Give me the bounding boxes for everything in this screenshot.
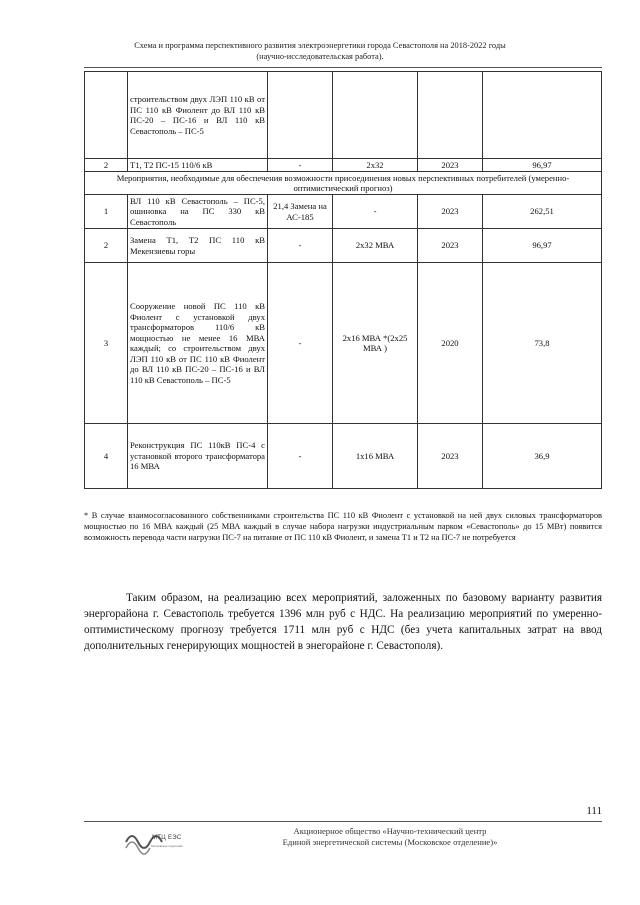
transformer-power: 2х32 <box>333 159 418 172</box>
measure-name: Реконструкция ПС 110кВ ПС-4 с установкой второго трансформатора 16 МВА <box>128 424 268 489</box>
row-number: 4 <box>85 424 128 489</box>
row-number: 2 <box>85 159 128 172</box>
table-row <box>85 195 602 229</box>
measure-name: Т1, Т2 ПС-15 110/6 кВ <box>128 159 268 172</box>
header-divider <box>84 67 602 68</box>
commission-year: 2023 <box>418 424 483 489</box>
table-row <box>85 229 602 263</box>
cost-value: 73,8 <box>483 263 602 424</box>
transformer-power: 1х16 МВА <box>333 424 418 489</box>
commission-year: 2023 <box>418 195 483 229</box>
cost-value: 262,51 <box>483 195 602 229</box>
page-number: 111 <box>586 805 602 817</box>
cost-value: 36,9 <box>483 424 602 489</box>
table-row <box>85 263 602 424</box>
organization-line-2: Единой энергетической системы (Московское отделение)» <box>282 837 498 847</box>
cost-value: 96,97 <box>483 229 602 263</box>
header-title: Схема и программа перспективного развития электроэнергетики города Севастополя на 2018-2022 годы <box>134 41 506 50</box>
commission-year: 2020 <box>418 263 483 424</box>
measure-name: строительством двух ЛЭП 110 кВ от ПС 110 кВ Фиолент до ВЛ 110 кВ ПС-20 – ПС-16 и ВЛ 110 кВ Севастополь – ПС-5 <box>128 72 268 159</box>
footer-divider <box>84 821 602 822</box>
measure-name: ВЛ 110 кВ Севастополь – ПС-5, ошиновка на ПС 330 кВ Севастополь <box>128 195 268 229</box>
table-row <box>85 72 602 159</box>
section-title: Мероприятия, необходимые для обеспечения возможности присоединения новых перспективных потребителей (умеренно-оптимистический прогноз) <box>85 172 602 195</box>
measure-name: Сооружение новой ПС 110 кВ Фиолент с установкой двух трансформаторов 110/6 кВ мощностью не менее 16 МВА каждый; со строительством двух ЛЭП 110 кВ от ПС 110 кВ Фиолент до ВЛ 110 кВ ПС-20 – ПС-16 и ВЛ 110 кВ Севастополь – ПС-5 <box>128 263 268 424</box>
table-section-row <box>85 172 602 195</box>
commission-year: 2023 <box>418 229 483 263</box>
measure-name: Замена Т1, Т2 ПС 110 кВ Мекензиевы горы <box>128 229 268 263</box>
row-number: 2 <box>85 229 128 263</box>
line-length: 21,4 Замена на АС-185 <box>268 195 333 229</box>
row-number <box>85 72 128 159</box>
conclusion-paragraph: Таким образом, на реализацию всех мероприятий, заложенных по базовому варианту развития энергорайона г. Севастополь требуется 1396 млн руб с НДС. На реализацию мероприятий по умеренно-оптимистическому прогнозу требуется 1711 млн руб с НДС (без учета капитальных затрат на ввод дополнительных генерирующих мощностей в энегорайоне г. Севастополя). <box>84 592 602 652</box>
cost-value: 96,97 <box>483 159 602 172</box>
line-length: - <box>268 229 333 263</box>
line-length: - <box>268 424 333 489</box>
header-subtitle: (научно-исследовательская работа). <box>256 52 384 61</box>
company-logo-icon <box>122 826 186 858</box>
transformer-power: - <box>333 195 418 229</box>
row-number: 3 <box>85 263 128 424</box>
logo-subtext: Московское отделение <box>151 844 183 848</box>
organization-line-1: Акционерное общество «Научно-технический центр <box>293 826 487 836</box>
commission-year: 2023 <box>418 159 483 172</box>
logo-text: МТЦ ЕЭС <box>152 835 182 841</box>
line-length: - <box>268 159 333 172</box>
measures-table <box>84 71 602 489</box>
commission-year <box>418 72 483 159</box>
cost-value <box>483 72 602 159</box>
table-footnote: * В случае взаимосогласованного собственниками строительства ПС 110 кВ Фиолент с установкой на ней двух силовых трансформаторов мощностью по 16 МВА каждый (25 МВА каждый в случае набора нагрузки индустриальным парком «Севастополь» до 15 МВт) появится возможность перевода части нагрузки ПС-7 на питание от ПС 110 кВ Фиолент, и замена Т1 и Т2 на ПС-7 не потребуется <box>84 511 602 542</box>
transformer-power: 2х16 МВА *(2х25 МВА ) <box>333 263 418 424</box>
row-number: 1 <box>85 195 128 229</box>
table-row <box>85 424 602 489</box>
organization-name <box>200 826 580 848</box>
line-length <box>268 72 333 159</box>
page-header <box>0 40 640 62</box>
line-length: - <box>268 263 333 424</box>
transformer-power <box>333 72 418 159</box>
table-row <box>85 159 602 172</box>
transformer-power: 2х32 МВА <box>333 229 418 263</box>
